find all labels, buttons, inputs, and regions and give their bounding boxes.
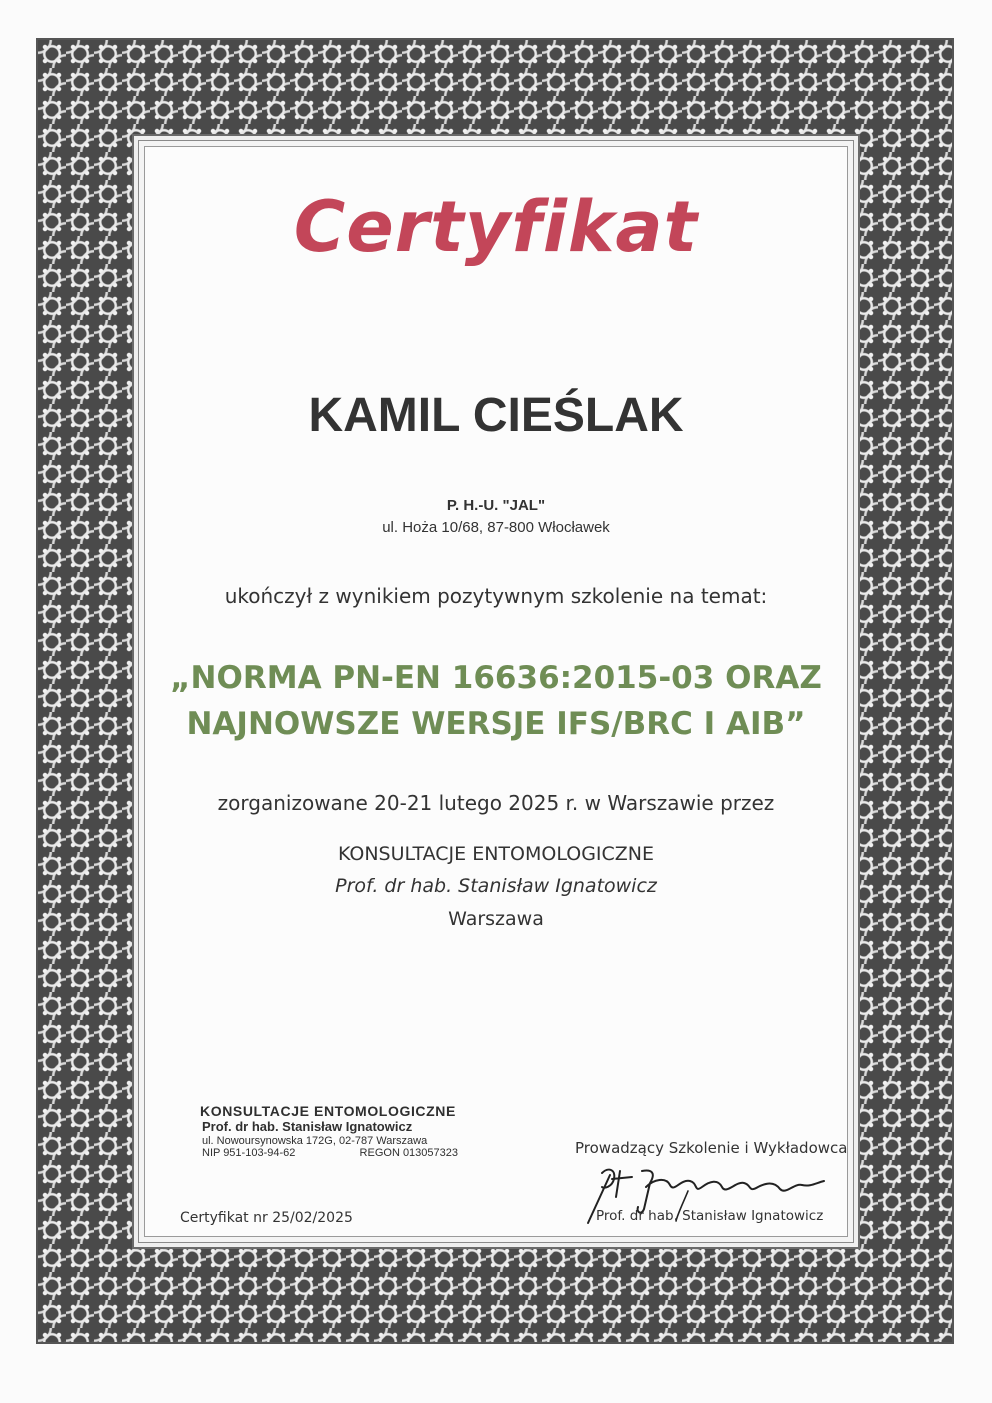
certificate-title: Certyfikat <box>293 186 699 268</box>
certificate-number: Certyfikat nr 25/02/2025 <box>180 1210 353 1226</box>
completion-statement: ukończył z wynikiem pozytywnym szkolenie na temat: <box>224 584 768 608</box>
organized-statement: zorganizowane 20-21 lutego 2025 r. w Warszawie przez <box>217 791 775 815</box>
stamp-regon: REGON 013057323 <box>359 1147 458 1159</box>
lecturer-role: Prowadzący Szkolenie i Wykładowca <box>575 1139 848 1157</box>
company-name: P. H.-U. "JAL" <box>446 497 546 514</box>
organizer-stamp <box>200 1103 462 1159</box>
stamp-ids <box>200 1147 462 1159</box>
lecturer-name: Prof. dr hab. Stanisław Ignatowicz <box>596 1208 824 1224</box>
training-topic-line: NAJNOWSZE WERSJE IFS/BRC I AIB” <box>186 706 806 742</box>
stamp-nip: NIP 951-103-94-62 <box>202 1147 296 1159</box>
organizer-professor: Prof. dr hab. Stanisław Ignatowicz <box>335 875 657 897</box>
organizer-name: KONSULTACJE ENTOMOLOGICZNE <box>337 843 655 865</box>
stamp-company: KONSULTACJE ENTOMOLOGICZNE <box>200 1103 456 1119</box>
recipient-name: KAMIL CIEŚLAK <box>308 389 684 442</box>
stamp-professor: Prof. dr hab. Stanisław Ignatowicz <box>202 1119 413 1134</box>
training-topic <box>0 655 992 747</box>
stamp-address: ul. Nowoursynowska 172G, 02-787 Warszawa <box>202 1135 428 1147</box>
training-topic-line: „NORMA PN-EN 16636:2015-03 ORAZ <box>170 660 822 696</box>
organizer-city: Warszawa <box>448 908 544 930</box>
company-address: ul. Hoża 10/68, 87-800 Włocławek <box>382 519 610 536</box>
